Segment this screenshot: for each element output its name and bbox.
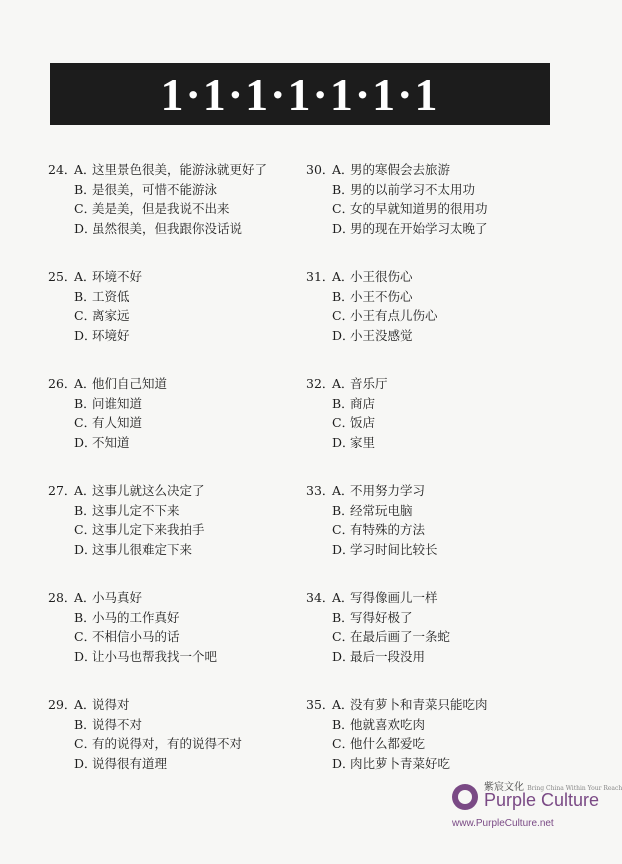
- banner-title: 1·1·1·1·1·1·1: [160, 68, 440, 120]
- option-text: 学习时间比较长: [350, 541, 438, 557]
- option-text: 他就喜欢吃肉: [350, 716, 426, 732]
- option-text: 说得不对: [92, 716, 143, 732]
- option-text: 写得好极了: [350, 609, 413, 625]
- option-text: 这里景色很美，能游泳就更好了: [92, 162, 268, 177]
- logo-brand: Purple Culture: [484, 790, 600, 810]
- option-label: C．: [332, 736, 355, 751]
- option-label: B．: [332, 716, 354, 732]
- option-text: 有的说得对，有的说得不对: [92, 736, 243, 751]
- option-text: 没有萝卜和青菜只能吃肉: [350, 697, 488, 712]
- option-text: 饭店: [350, 415, 376, 430]
- option-label: C．: [74, 201, 97, 216]
- option-label: A．: [332, 697, 354, 712]
- option-text: 问谁知道: [92, 395, 143, 411]
- page-banner: [50, 63, 550, 125]
- option-text: 写得像画儿一样: [350, 590, 438, 605]
- option-label: B．: [74, 395, 96, 411]
- question-number: 33．: [306, 483, 335, 498]
- question-list: [48, 160, 558, 802]
- option-label: C．: [332, 308, 355, 323]
- option-label: D．: [74, 220, 97, 236]
- option-text: 这事儿定下来我拍手: [92, 522, 205, 537]
- question-number: 25．: [48, 269, 77, 284]
- option-text: 小王很伤心: [350, 269, 413, 284]
- option-text: 这事儿很难定下来: [92, 541, 193, 557]
- option-text: 是很美，可惜不能游泳: [92, 181, 218, 197]
- option-label: B．: [332, 288, 354, 304]
- question-27: [48, 481, 306, 588]
- option-label: D．: [74, 648, 97, 664]
- question-number: 24．: [48, 162, 77, 177]
- question-31: [306, 267, 558, 374]
- question-number: 35．: [306, 697, 335, 712]
- option-label: D．: [332, 648, 355, 664]
- option-label: C．: [74, 522, 97, 537]
- option-text: 他们自己知道: [92, 376, 168, 391]
- option-text: 虽然很美，但我跟你没话说: [92, 220, 243, 236]
- seal-icon: [452, 784, 478, 810]
- option-text: 经常玩电脑: [350, 502, 413, 518]
- option-label: B．: [332, 181, 354, 197]
- option-label: A．: [332, 376, 354, 391]
- question-number: 34．: [306, 590, 335, 605]
- option-text: 有人知道: [92, 415, 143, 430]
- option-text: 女的早就知道男的很用功: [350, 201, 488, 216]
- option-label: D．: [332, 220, 355, 236]
- option-text: 他什么都爱吃: [350, 736, 426, 751]
- option-text: 小王没感觉: [350, 327, 413, 343]
- question-32: [306, 374, 558, 481]
- logo-tagline: Bring China Within Your Reach: [527, 785, 622, 792]
- option-label: B．: [74, 502, 96, 518]
- option-text: 不相信小马的话: [92, 629, 180, 644]
- option-text: 最后一段没用: [350, 648, 426, 664]
- option-label: D．: [332, 755, 355, 771]
- question-row: [48, 588, 558, 695]
- question-34: [306, 588, 558, 695]
- option-label: A．: [74, 483, 96, 498]
- question-number: 29．: [48, 697, 77, 712]
- option-text: 让小马也帮我找一个吧: [92, 648, 218, 664]
- option-text: 不用努力学习: [350, 483, 426, 498]
- option-text: 小马真好: [92, 590, 143, 605]
- option-label: C．: [332, 415, 355, 430]
- option-text: 商店: [350, 395, 376, 411]
- option-label: A．: [74, 162, 96, 177]
- question-number: 26．: [48, 376, 77, 391]
- option-label: A．: [74, 269, 96, 284]
- option-text: 环境好: [92, 327, 130, 343]
- option-label: B．: [74, 609, 96, 625]
- option-text: 离家远: [92, 308, 130, 323]
- option-text: 这事儿就这么决定了: [92, 483, 205, 498]
- option-text: 有特殊的方法: [350, 522, 426, 537]
- question-28: [48, 588, 306, 695]
- option-label: A．: [74, 376, 96, 391]
- question-row: [48, 374, 558, 481]
- option-label: D．: [332, 434, 355, 450]
- logo-cn-text: 紫宸文化: [484, 782, 524, 793]
- option-text: 音乐厅: [350, 376, 388, 391]
- option-label: D．: [74, 434, 97, 450]
- option-label: B．: [74, 181, 96, 197]
- question-number: 30．: [306, 162, 335, 177]
- option-label: A．: [74, 697, 96, 712]
- option-text: 小王不伤心: [350, 288, 413, 304]
- option-text: 说得很有道理: [92, 755, 168, 771]
- option-label: D．: [74, 755, 97, 771]
- option-text: 男的寒假会去旅游: [350, 162, 451, 177]
- option-text: 工资低: [92, 288, 130, 304]
- option-text: 不知道: [92, 434, 130, 450]
- option-text: 在最后画了一条蛇: [350, 629, 451, 644]
- option-text: 肉比萝卜青菜好吃: [350, 755, 451, 771]
- option-text: 环境不好: [92, 269, 143, 284]
- option-label: C．: [74, 629, 97, 644]
- question-number: 32．: [306, 376, 335, 391]
- option-text: 男的以前学习不太用功: [350, 181, 476, 197]
- question-number: 31．: [306, 269, 335, 284]
- question-row: [48, 267, 558, 374]
- option-label: B．: [74, 288, 96, 304]
- option-label: B．: [74, 716, 96, 732]
- question-24: [48, 160, 306, 267]
- question-number: 28．: [48, 590, 77, 605]
- question-30: [306, 160, 558, 267]
- option-label: B．: [332, 395, 354, 411]
- question-25: [48, 267, 306, 374]
- option-label: D．: [74, 541, 97, 557]
- option-text: 这事儿定不下来: [92, 502, 180, 518]
- option-label: C．: [332, 201, 355, 216]
- option-label: B．: [332, 609, 354, 625]
- option-label: A．: [332, 269, 354, 284]
- option-label: C．: [332, 522, 355, 537]
- question-row: [48, 160, 558, 267]
- option-text: 小王有点儿伤心: [350, 308, 438, 323]
- option-text: 说得对: [92, 697, 130, 712]
- question-26: [48, 374, 306, 481]
- option-label: A．: [332, 483, 354, 498]
- option-text: 家里: [350, 434, 376, 450]
- question-29: [48, 695, 306, 802]
- option-label: C．: [74, 736, 97, 751]
- publisher-logo: [452, 778, 622, 838]
- question-33: [306, 481, 558, 588]
- option-label: C．: [74, 415, 97, 430]
- question-number: 27．: [48, 483, 77, 498]
- option-label: A．: [332, 590, 354, 605]
- option-label: D．: [332, 327, 355, 343]
- option-label: A．: [332, 162, 354, 177]
- option-label: C．: [332, 629, 355, 644]
- option-text: 小马的工作真好: [92, 609, 180, 625]
- option-label: B．: [332, 502, 354, 518]
- option-label: C．: [74, 308, 97, 323]
- option-label: A．: [74, 590, 96, 605]
- option-label: D．: [332, 541, 355, 557]
- logo-url: www.PurpleCulture.net: [452, 818, 554, 829]
- option-text: 男的现在开始学习太晚了: [350, 220, 488, 236]
- option-label: D．: [74, 327, 97, 343]
- option-text: 美是美，但是我说不出来: [92, 201, 230, 216]
- question-row: [48, 481, 558, 588]
